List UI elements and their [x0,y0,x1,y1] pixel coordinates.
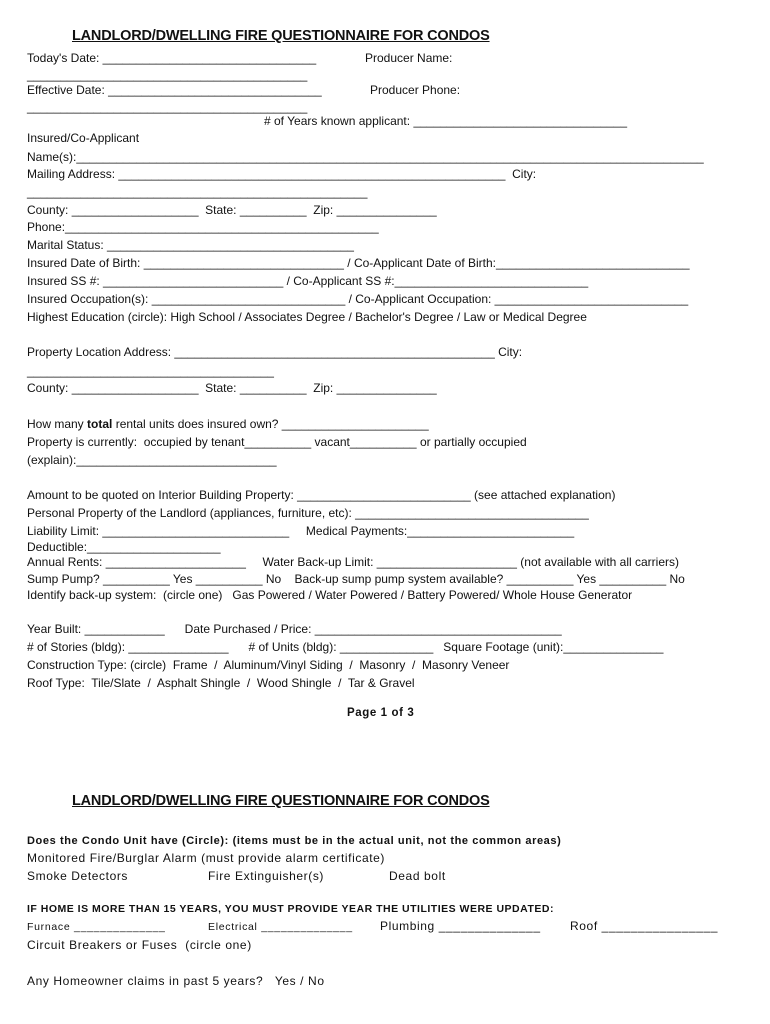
county-state-zip-field[interactable]: County: ___________________ State: __________ Zip: _______________ [27,203,437,217]
roof-field[interactable]: Roof ________________ [570,919,719,933]
alarm-option[interactable]: Monitored Fire/Burglar Alarm (must provide alarm certificate) [27,851,386,865]
sump-pump-field[interactable]: Sump Pump? __________ Yes __________ No Back-up sump pump system available? __________ Yes __________ No [27,572,685,586]
rental-units-emphasis: total [87,417,113,431]
mailing-address-field[interactable]: Mailing Address: __________________________________________________________ City: [27,167,537,181]
utilities-heading: IF HOME IS MORE THAN 15 YEARS, YOU MUST PROVIDE YEAR THE UTILITIES WERE UPDATED: [27,903,554,915]
electrical-field[interactable]: Electrical ______________ [208,921,353,933]
claims-field[interactable]: Any Homeowner claims in past 5 years? Yes / No [27,974,325,988]
fill-line[interactable]: __________________________________________ [27,100,308,114]
property-status-field[interactable]: Property is currently: occupied by tenant__________ vacant__________ or partially occupied [27,435,527,449]
roof-type-field[interactable]: Roof Type: Tile/Slate / Asphalt Shingle / Wood Shingle / Tar & Gravel [27,676,415,690]
furnace-field[interactable]: Furnace ______________ [27,921,166,933]
page-number: Page 1 of 3 [347,707,415,719]
producer-phone-field[interactable]: Producer Phone: [370,83,461,97]
education-field[interactable]: Highest Education (circle): High School / Associates Degree / Bachelor's Degree / Law or Medical Degree [27,310,587,324]
years-known-field[interactable]: # of Years known applicant: ________________________________ [264,114,627,128]
fire-extinguisher-option[interactable]: Fire Extinguisher(s) [208,869,325,883]
personal-property-field[interactable]: Personal Property of the Landlord (appliances, furniture, etc): ___________________________________ [27,506,589,520]
fill-line[interactable]: ___________________________________________________ [27,185,368,199]
property-location-field[interactable]: Property Location Address: ________________________________________________ City: [27,345,523,359]
effective-date-field[interactable]: Effective Date: ________________________________ [27,83,322,97]
rental-units-field[interactable] [27,417,429,431]
fill-line[interactable]: _____________________________________ [27,364,274,378]
interior-amount-field[interactable]: Amount to be quoted on Interior Building Property: __________________________ (see attached explanation) [27,488,616,502]
deductible-field[interactable]: Deductible:____________________ [27,540,221,554]
rental-units-text: rental units does insured own? ______________________ [112,417,429,431]
condo-unit-question: Does the Condo Unit have (Circle): (items must be in the actual unit, not the common areas) [27,835,562,847]
rental-units-text: How many [27,417,88,431]
page-title: LANDLORD/DWELLING FIRE QUESTIONNAIRE FOR CONDOS [72,28,490,44]
phone-field[interactable]: Phone:_______________________________________________ [27,220,379,234]
smoke-detectors-option[interactable]: Smoke Detectors [27,869,129,883]
construction-type-field[interactable]: Construction Type: (circle) Frame / Aluminum/Vinyl Siding / Masonry / Masonry Veneer [27,658,510,672]
fill-line[interactable]: __________________________________________ [27,68,308,82]
ss-field[interactable]: Insured SS #: ___________________________ / Co-Applicant SS #:_____________________________ [27,274,589,288]
explain-field[interactable]: (explain):______________________________ [27,453,277,467]
date-of-birth-field[interactable]: Insured Date of Birth: ______________________________ / Co-Applicant Date of Birth:_____________________________ [27,256,690,270]
dead-bolt-option[interactable]: Dead bolt [389,869,446,883]
backup-system-field[interactable]: Identify back-up system: (circle one) Gas Powered / Water Powered / Battery Powered/ Whole House Generator [27,588,633,602]
names-field[interactable]: Name(s):______________________________________________________________________________________________ [27,150,704,164]
producer-name-field[interactable]: Producer Name: [365,51,453,65]
todays-date-field[interactable]: Today's Date: ________________________________ [27,51,317,65]
plumbing-field[interactable]: Plumbing ______________ [380,919,541,933]
year-built-field[interactable]: Year Built: ____________ Date Purchased / Price: _____________________________________ [27,622,562,636]
liability-field[interactable]: Liability Limit: ____________________________ Medical Payments:_________________________ [27,524,575,538]
insured-label: Insured/Co-Applicant [27,131,140,145]
county-state-zip-field[interactable]: County: ___________________ State: __________ Zip: _______________ [27,381,437,395]
page-title: LANDLORD/DWELLING FIRE QUESTIONNAIRE FOR CONDOS [72,793,490,809]
occupation-field[interactable]: Insured Occupation(s): _____________________________ / Co-Applicant Occupation: _____________________________ [27,292,689,306]
circuit-breakers-field[interactable]: Circuit Breakers or Fuses (circle one) [27,938,252,952]
marital-status-field[interactable]: Marital Status: _____________________________________ [27,238,354,252]
annual-rents-field[interactable]: Annual Rents: _____________________ Water Back-up Limit: _____________________ (not available with all carriers) [27,555,679,569]
stories-units-field[interactable]: # of Stories (bldg): _______________ # of Units (bldg): ______________ Square Footage (unit):_______________ [27,640,664,654]
